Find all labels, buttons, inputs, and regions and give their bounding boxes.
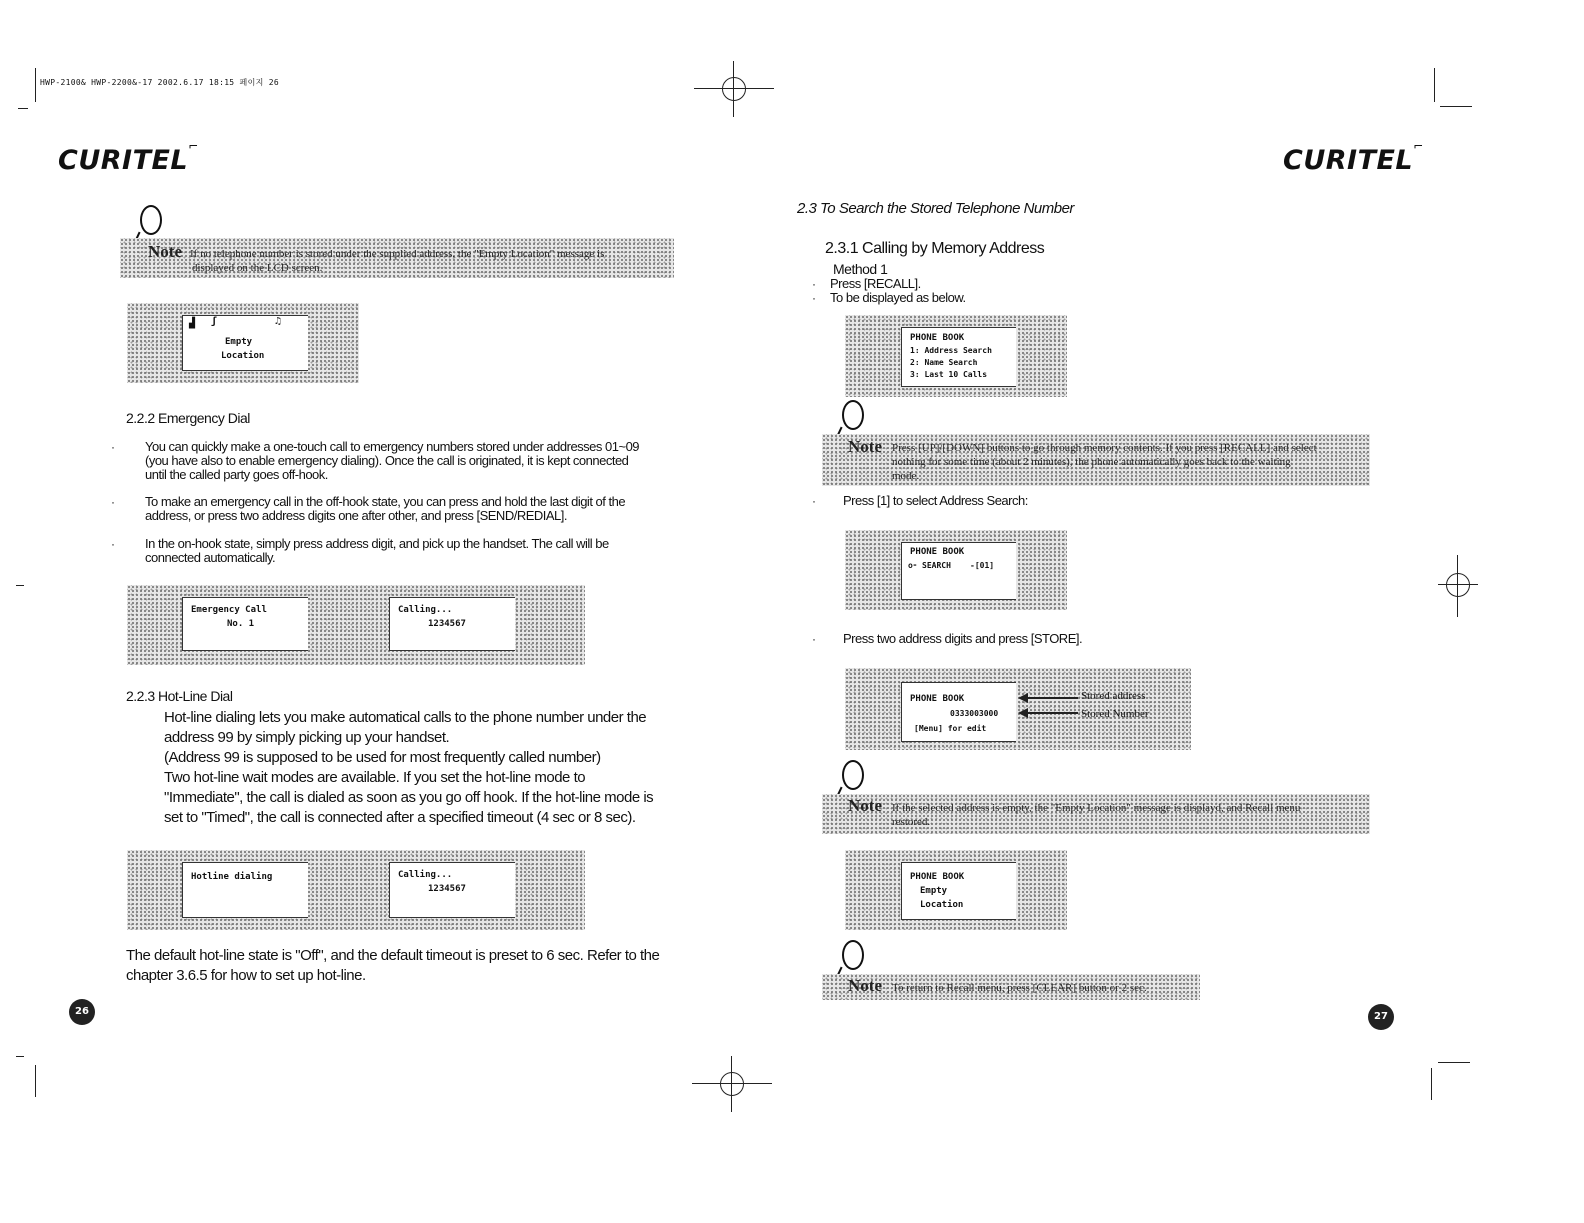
note-box — [820, 940, 1202, 1002]
lcd-screen — [901, 862, 1016, 920]
lcd-screen — [182, 862, 308, 918]
lcd-line: PHONE BOOK — [910, 547, 965, 557]
section-title: 2.3 To Search the Stored Telephone Number — [797, 200, 1074, 217]
step-text: Press [1] to select Address Search: — [843, 493, 1028, 508]
curitel-logo: CURITEL⌐ — [1283, 139, 1424, 176]
lcd-screen — [901, 542, 1016, 600]
crop-mark — [1431, 1068, 1432, 1100]
lcd-line: Calling... — [398, 870, 453, 880]
note-text: Press [UP]/[DOWN] buttons to go through memory contents. If you press [RECALL] and select — [892, 442, 1317, 454]
page-number: 27 — [1368, 1004, 1394, 1030]
lcd-line: -[01] — [970, 561, 995, 570]
print-header: HWP-2100& HWP-2200&-17 2002.6.17 18:15 페이지 26 — [40, 78, 279, 87]
magnifier-icon — [842, 760, 864, 790]
crop-mark — [35, 68, 36, 102]
arrow-icon — [1018, 708, 1028, 718]
lcd-panel — [845, 530, 1067, 610]
magnifier-icon — [842, 940, 864, 970]
callout-label: Stored address — [1081, 690, 1146, 702]
paragraph: The default hot-line state is "Off", and the default timeout is preset to 6 sec. Refer to the chapter 3.6.5 for how to set up hot-line. — [126, 947, 660, 984]
lcd-panel — [845, 850, 1067, 930]
note-text: To return to Recall menu, press [CLEAR] button or 2 sec. — [892, 982, 1147, 994]
magnifier-icon — [842, 400, 864, 430]
arrow-icon — [1018, 693, 1028, 703]
lcd-line: SEARCH — [922, 561, 951, 570]
method-label: Method 1 — [833, 261, 888, 277]
step-text: Press [RECALL]. — [830, 276, 921, 291]
lcd-line: Empty — [225, 337, 253, 347]
lcd-panel — [127, 303, 359, 383]
lcd-line: 3: Last 10 Calls — [910, 370, 988, 379]
lcd-line: 1234567 — [428, 884, 466, 894]
callout-label: Stored Number — [1081, 708, 1149, 720]
step-text: Press two address digits and press [STORE]. — [843, 631, 1083, 646]
crop-mark — [1440, 106, 1472, 107]
lcd-line: 0333003000 — [950, 709, 999, 718]
crop-mark — [35, 1065, 36, 1097]
note-label: Note — [848, 437, 882, 456]
lcd-line: Empty — [920, 886, 948, 896]
note-text: mode. — [892, 470, 920, 482]
note-text: nothing for some time (about 2 minutes), the phone automatically goes back to the waiting — [892, 456, 1291, 468]
note-label: Note — [148, 242, 182, 261]
lcd-screen — [901, 327, 1016, 387]
bullet-text: You can quickly make a one-touch call to emergency numbers stored under addresses 01~09 (you have also to enable emergency dialing). Once the call is originated, it is kept connected until the called party goes off-hook. — [145, 439, 640, 482]
page-number: 26 — [69, 999, 95, 1025]
note-label: Note — [848, 796, 882, 815]
lcd-line: Hotline dialing — [191, 872, 273, 882]
handset-icon: ʃ — [211, 316, 218, 327]
subheading: 2.3.1 Calling by Memory Address — [825, 240, 1045, 257]
lcd-panel — [127, 585, 585, 665]
note-text: displayed on the LCD screen. — [192, 262, 323, 274]
crop-mark — [16, 1056, 24, 1057]
key-icon: o⁃ — [908, 561, 917, 570]
lcd-line: 1234567 — [428, 619, 466, 629]
section-heading: 2.2.3 Hot-Line Dial — [126, 688, 233, 704]
crop-mark — [1438, 1062, 1470, 1063]
lcd-panel — [845, 668, 1191, 750]
note-box — [118, 205, 678, 280]
lcd-line: Location — [221, 351, 265, 361]
note-box — [820, 400, 1372, 490]
lcd-line: PHONE BOOK — [910, 872, 965, 882]
antenna-icon: ▟ — [189, 318, 196, 329]
lcd-line: Location — [920, 900, 964, 910]
note-label: Note — [848, 976, 882, 995]
lcd-line: No. 1 — [227, 619, 255, 629]
lcd-screen — [182, 315, 308, 371]
lcd-line: [Menu] for edit — [914, 724, 987, 733]
lcd-screen — [182, 597, 308, 651]
lcd-line: 1: Address Search — [910, 346, 992, 355]
note-box — [820, 760, 1372, 836]
lcd-screen — [901, 682, 1016, 742]
paragraph: Hot-line dialing lets you make automatical calls to the phone number under the address 99 by simply picking up your handset. (Address 99 is supposed to be used for most frequently called number) Two hot-line wait modes are available. If you set the hot-line mode to "Immediate", the call is dialed as soon as you go off hook. If the hot-line mode is set to "Timed", the call is connected after a specified timeout (4 sec or 8 sec). — [164, 709, 654, 826]
lcd-screen — [389, 862, 515, 918]
lcd-line: Calling... — [398, 605, 453, 615]
step-text: To be displayed as below. — [830, 290, 966, 305]
note-text: restored. — [892, 816, 931, 828]
crop-mark — [1434, 68, 1435, 102]
note-text: If no telephone number is stored under the supplied address, the "Empty Location" message is — [190, 248, 605, 260]
section-heading: 2.2.2 Emergency Dial — [126, 410, 250, 426]
lcd-line: PHONE BOOK — [910, 694, 965, 704]
lcd-screen — [389, 597, 515, 651]
crop-mark — [16, 585, 24, 586]
lcd-line: 2: Name Search — [910, 358, 978, 367]
registration-mark-icon — [1440, 567, 1476, 603]
magnifier-icon — [140, 205, 162, 235]
crop-mark — [18, 108, 28, 109]
curitel-logo: CURITEL⌐ — [58, 139, 199, 176]
lcd-line: Emergency Call — [191, 605, 267, 615]
registration-mark-icon — [716, 71, 752, 107]
registration-mark-icon — [714, 1066, 750, 1102]
bullet-text: To make an emergency call in the off-hook state, you can press and hold the last digit of the address, or press two address digits one after other, and press [SEND/REDIAL]. — [145, 494, 626, 523]
lcd-line: PHONE BOOK — [910, 333, 965, 343]
lcd-panel — [127, 850, 585, 930]
bell-icon: ♫ — [275, 316, 282, 327]
note-text: If the selected address is empty, the "Empty Location" message is displayd, and Recall menu — [892, 802, 1301, 814]
lcd-panel — [845, 315, 1067, 397]
bullet-text: In the on-hook state, simply press address digit, and pick up the handset. The call will be connected automatically. — [145, 536, 609, 565]
